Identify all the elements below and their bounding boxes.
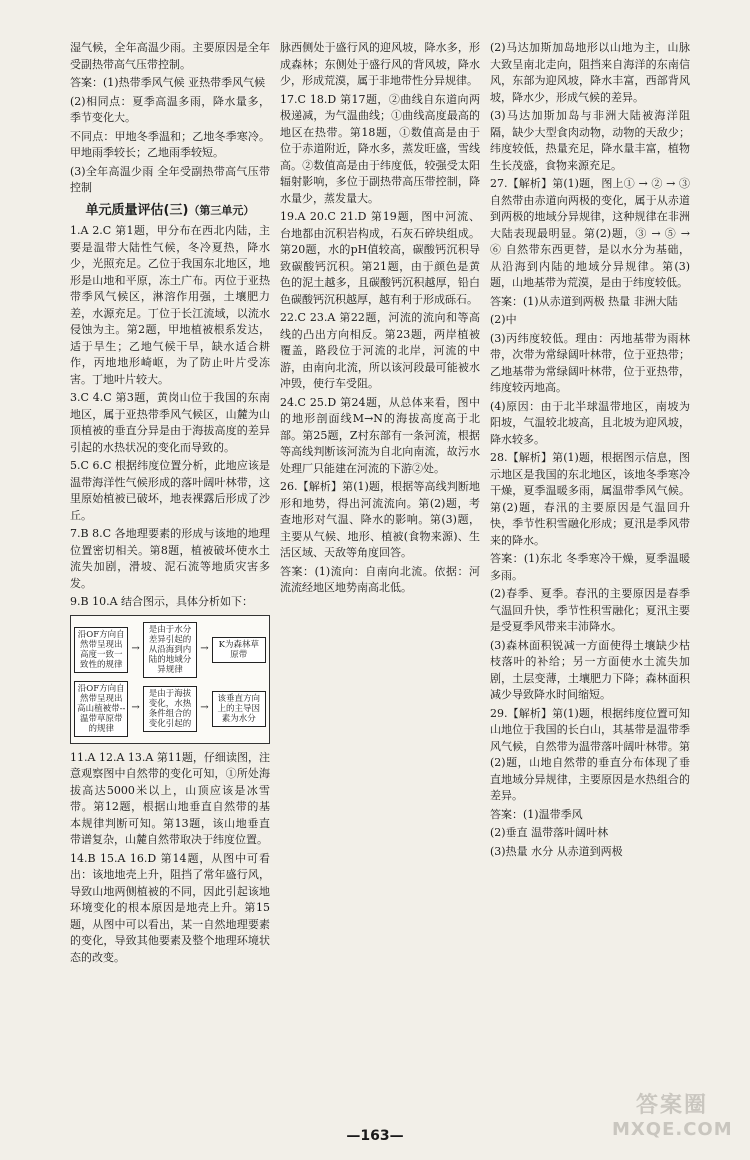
answer-paragraph: 答案：(1)热带季风气候 亚热带季风气候: [70, 76, 266, 89]
paragraph: 11.A 12.A 13.A 第11题，仔细读图，注意观察图中自然带的变化可知，①所处海拔高达5000米以上，山顶应该是冰雪带。第12题，根据山地垂直自然带的基本规律判断可知。第13题，该山地垂直带谱复杂，山麓自然带取决于纬度位置。: [70, 750, 270, 846]
paragraph: (2)相同点：夏季高温多雨，降水量多，季节变化大。: [70, 94, 270, 124]
arrow-right-icon: →: [131, 643, 140, 655]
paragraph: 14.B 15.A 16.D 第14题，从图中可看出：该地地壳上升，阻挡了常年盛行风，导致山地两侧植被的不同，因此引起该地环境变化的根本原因是地壳上升。第15题，从图中可以看出，某一自然地理要素的变化，导致其他要素及整个地理环境状态的改变。: [70, 851, 270, 964]
paragraph: (2)春季、夏季。春汛的主要原因是春季气温回升快，季节性积雪融化；夏汛主要是受夏季风带来丰沛降水。: [490, 587, 690, 633]
paragraph: 3.C 4.C 第3题，黄岗山位于我国的东南地区，属于亚热带季风气候区，山麓为山顶植被的垂直分异是由于海拔高度的差异引起的水热状况的变化而导致的。: [70, 391, 270, 454]
paragraph: (2)马达加斯加岛地形以山地为主，山脉大致呈南北走向，阻挡来自海洋的东南信风，东部为迎风坡，降水丰富，西部背风坡，降水少，形成气候的差异。: [490, 41, 690, 104]
flow-box: 是由于海拔变化，水热条件组合的变化引起的: [143, 686, 197, 732]
watermark-line-2: MXQE.COM: [612, 1119, 733, 1140]
paragraph: 脉西侧处于盛行风的迎风坡，降水多，形成森林；东侧处于盛行风的背风坡，降水少，形成荒漠，属于非地带性分异规律。: [280, 41, 480, 87]
paragraph: 24.C 25.D 第24题，从总体来看，图中的地形剖面线M→N的海拔高度高于北部。第25题，Z村东部有一条河流，根据等高线判断该河流为自北向南流，故污水处理厂只能建在河流的下游②处。: [280, 395, 480, 475]
answer-paragraph: 答案：(1)从赤道到两极 热量 非洲大陆: [490, 294, 678, 308]
paragraph: (3)马达加斯加岛与非洲大陆被海洋阻隔，缺少大型食肉动物，动物的天敌少；纬度较低，热量充足，降水量丰富，植物生长茂盛，食物来源充足。: [490, 109, 690, 172]
flow-box: K为森林草原带: [212, 637, 266, 663]
flow-row-2: [74, 681, 266, 737]
paragraph: 26.【解析】第(1)题，根据等高线判断地形和地势，得出河流流向。第(2)题，考查地形对气温、降水的影响。第(3)题，主要从气候、地形、植被(食物来源)、生活区域、天敌等角度回答。: [280, 480, 480, 559]
document-page: [70, 40, 690, 1120]
paragraph: 5.C 6.C 根据纬度位置分析，此地应该是温带海洋性气候形成的落叶阔叶林带，这里原始植被已破坏，地表裸露后形成了沙丘。: [70, 459, 270, 522]
page-number: —163—: [346, 1128, 404, 1144]
paragraph: 28.【解析】第(1)题，根据图示信息，图示地区是我国的东北地区，该地冬季寒冷干燥，夏季温暖多雨，属温带季风气候。第(2)题，春汛的主要原因是气温回升快，季节性积雪融化形成；夏汛是季风带来的降水。: [490, 451, 690, 547]
paragraph: (3)热量 水分 从赤道到两极: [490, 844, 623, 858]
flow-box: 沿OF方向自然带呈现出高山植被带--温带草原带的规律: [74, 681, 128, 737]
column-2: [280, 40, 480, 1120]
column-1: [70, 40, 270, 1120]
column-3: [490, 40, 690, 1120]
watermark-logo: [612, 1088, 732, 1148]
section-heading-title: 单元质量评估(三): [85, 202, 189, 218]
flow-row-1: [74, 622, 266, 678]
paragraph: 9.B 10.A 结合图示，具体分析如下：: [70, 595, 254, 608]
arrow-right-icon: →: [200, 643, 209, 655]
paragraph: (2)垂直 温带落叶阔叶林: [490, 826, 609, 839]
answer-paragraph: 答案：(1)温带季风: [490, 807, 583, 821]
paragraph: 17.C 18.D 第17题，②曲线自东道向两极递减，为气温曲线；①曲线高度最高的地区在热带。第18题，①数值高是由于位于赤道附近，降水多，蒸发旺盛，雪线高。②数值高是由于纬度低，较强受太阳辐射影响，多位于副热带高压带控制，降水量少，蒸发量大。: [280, 92, 480, 205]
paragraph: 22.C 23.A 第22题，河流的流向和等高线的凸出方向相反。第23题，两岸植被覆盖，路段位于河流的北岸，河流的中游，由南向北流，所以该河段最可能被水冲毁，使行车受阻。: [280, 311, 480, 390]
arrow-right-icon: →: [131, 702, 140, 714]
paragraph: 19.A 20.C 21.D 第19题，图中河流、台地都由沉积岩构成，石灰石碎块组成。第20题，水的pH值较高，碳酸钙沉积导致碳酸钙沉积。第21题，由于颜色是黄色的泥土越多，且碳酸钙沉积越厚，铅白色碳酸钙沉积越厚，越有利于形成砾石。: [280, 210, 480, 306]
paragraph: 1.A 2.C 第1题，甲分布在西北内陆，主要是温带大陆性气候，冬冷夏热，降水少，光照充足。乙位于我国东北地区，地形是山地和平原，冻土广布。丙位于亚热带季风气候区，淋溶作用强，土壤肥力差，水源充足。丁位于长江流域，以流水侵蚀为主。第2题，甲地植被根系发达，适于旱生；乙地气候干旱，缺水适合耕作，丙地地形崎岖，为了防止叶片受冻害。丁地叶片较大。: [70, 224, 270, 386]
section-heading-sub: （第三单元）: [188, 203, 255, 217]
paragraph: (4)原因：由于北半球温带地区，南坡为阳坡，气温较北坡高，且北坡为迎风坡，降水较多。: [490, 399, 690, 446]
answer-paragraph: 答案：(1)流向：自南向北流。依据：河流流经地区地势南高北低。: [280, 564, 480, 594]
answer-paragraph: 答案：(1)东北 冬季寒冷干燥，夏季温暖多雨。: [490, 552, 690, 582]
paragraph: 29.【解析】第(1)题，根据纬度位置可知山地位于我国的长白山，其基带是温带季风气候，自然带为温带落叶阔叶林带。第(2)题，山地自然带的垂直分布体现了垂直地域分异规律，主要原因是水热组合的差异。: [490, 706, 690, 802]
paragraph: 7.B 8.C 各地理要素的形成与该地的地理位置密切相关。第8题，植被破坏使水土流失加剧，滑坡、泥石流等地质灾害多发。: [70, 527, 270, 590]
arrow-right-icon: →: [200, 702, 209, 714]
paragraph: 湿气候，全年高温少雨。主要原因是全年受副热带高气压带控制。: [70, 41, 270, 71]
paragraph: (3)丙纬度较低。理由：丙地基带为雨林带，次带为常绿阔叶林带，位于亚热带；乙地基带为常绿阔叶林带，位于亚热带，纬度较丙地高。: [490, 331, 690, 394]
watermark-line-1: 答案圈: [635, 1093, 708, 1118]
paragraph: (3)全年高温少雨 全年受副热带高气压带控制: [70, 164, 270, 194]
flow-box: 是由于水分差异引起的从沿海到内陆的地域分异规律: [143, 622, 197, 678]
section-heading: [70, 203, 270, 220]
flow-box: 该垂直方向上的主导因素为水分: [212, 691, 266, 727]
paragraph: (3)森林面积锐减一方面使得土壤缺少枯枝落叶的补给；另一方面使水土流失加剧，土层变薄，土壤肥力下降；森林面积减少导致降水时间缩短。: [490, 638, 690, 701]
paragraph: 27.【解析】第(1)题，图上① → ② → ③ 自然带由赤道向两极的变化，属于从赤道到两极的地域分异规律，这种规律在非洲大陆表现最明显。第(2)题，③ → ⑤ → ⑥ 自然带东西更替，是以水分为基础，从沿海到内陆的地域分异规律。第(3)题，山地基带为荒漠，是由于纬度较低。: [490, 177, 690, 289]
flow-diagram: [70, 615, 270, 744]
paragraph: 不同点：甲地冬季温和；乙地冬季寒冷。甲地雨季较长；乙地雨季较短。: [70, 129, 270, 159]
flow-box: 沿OF方向自然带呈现出高度一致一致性的规律: [74, 627, 128, 673]
paragraph: (2)中: [490, 313, 517, 326]
